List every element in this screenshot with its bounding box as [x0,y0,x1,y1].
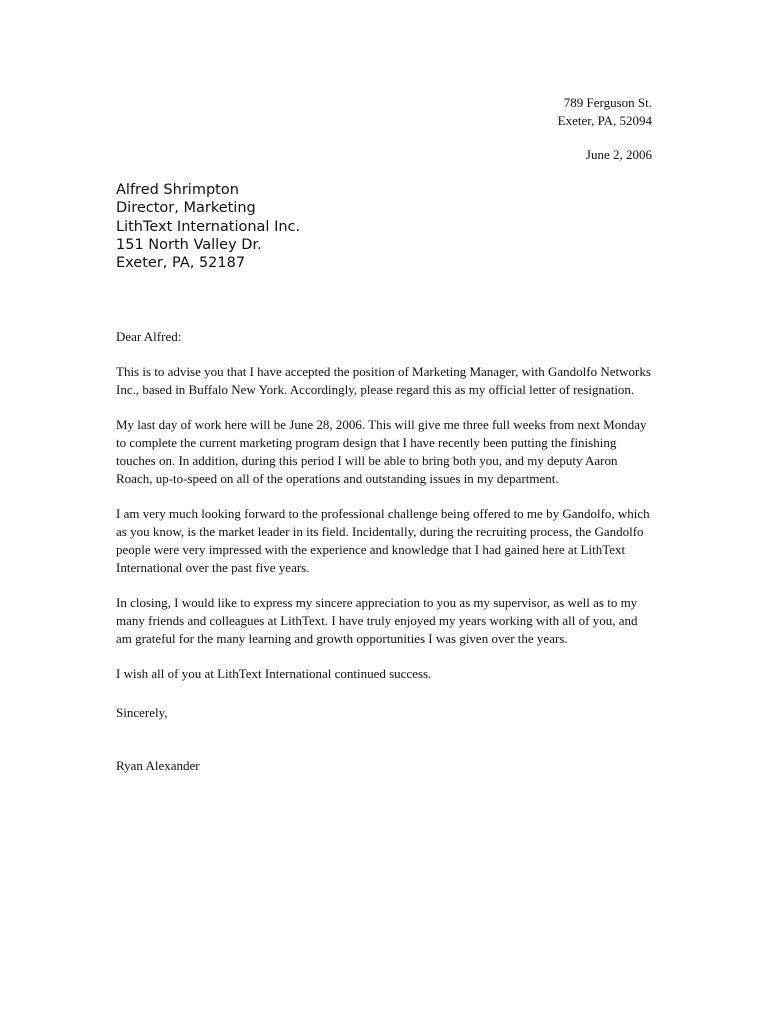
paragraph-4: In closing, I would like to express my sincere appreciation to you as my supervisor, as well as to my many friends and colleagues at LithText. I have truly enjoyed my years working with all of you, and am grateful for the many learning and growth opportunities I was given over the years. [116,595,638,646]
letter-body [116,328,656,700]
recipient-name: Alfred Shrimpton [116,182,239,198]
signer-name: Ryan Alexander [116,758,200,773]
sender-address [558,94,652,130]
salutation: Dear Alfred: [116,329,182,344]
recipient-company: LithText International Inc. [116,218,301,235]
sender-street: 789 Ferguson St. [563,95,652,110]
letter-date: June 2, 2006 [585,147,652,162]
recipient-address [116,181,300,272]
recipient-title: Director, Marketing [116,200,256,217]
paragraph-1: This is to advise you that I have accepted the position of Marketing Manager, with Gandolfo Networks Inc., based in Buffalo New York. Accordingly, please regard this as my official letter of resignation. [116,364,651,397]
recipient-street: 151 North Valley Dr. [116,236,262,253]
paragraph-2: My last day of work here will be June 28, 2006. This will give me three full weeks from next Monday to complete the current marketing program design that I have recently been putting the finishing touches on. In addition, during this period I will be able to bring both you, and my deputy Aaron Roach, up-to-speed on all of the operations and outstanding issues in my department. [116,417,647,486]
paragraph-5: I wish all of you at LithText International continued success. [116,666,432,681]
closing: Sincerely, [116,705,168,720]
recipient-city-state-zip: Exeter, PA, 52187 [116,255,246,272]
sender-city-state-zip: Exeter, PA, 52094 [557,113,652,128]
paragraph-3: I am very much looking forward to the professional challenge being offered to me by Gandolfo, which as you know, is the market leader in its field. Incidentally, during the recruiting process, the Gandolfo people were very impressed with the experience and knowledge that I had gained here at LithText International over the past five years. [116,506,650,575]
